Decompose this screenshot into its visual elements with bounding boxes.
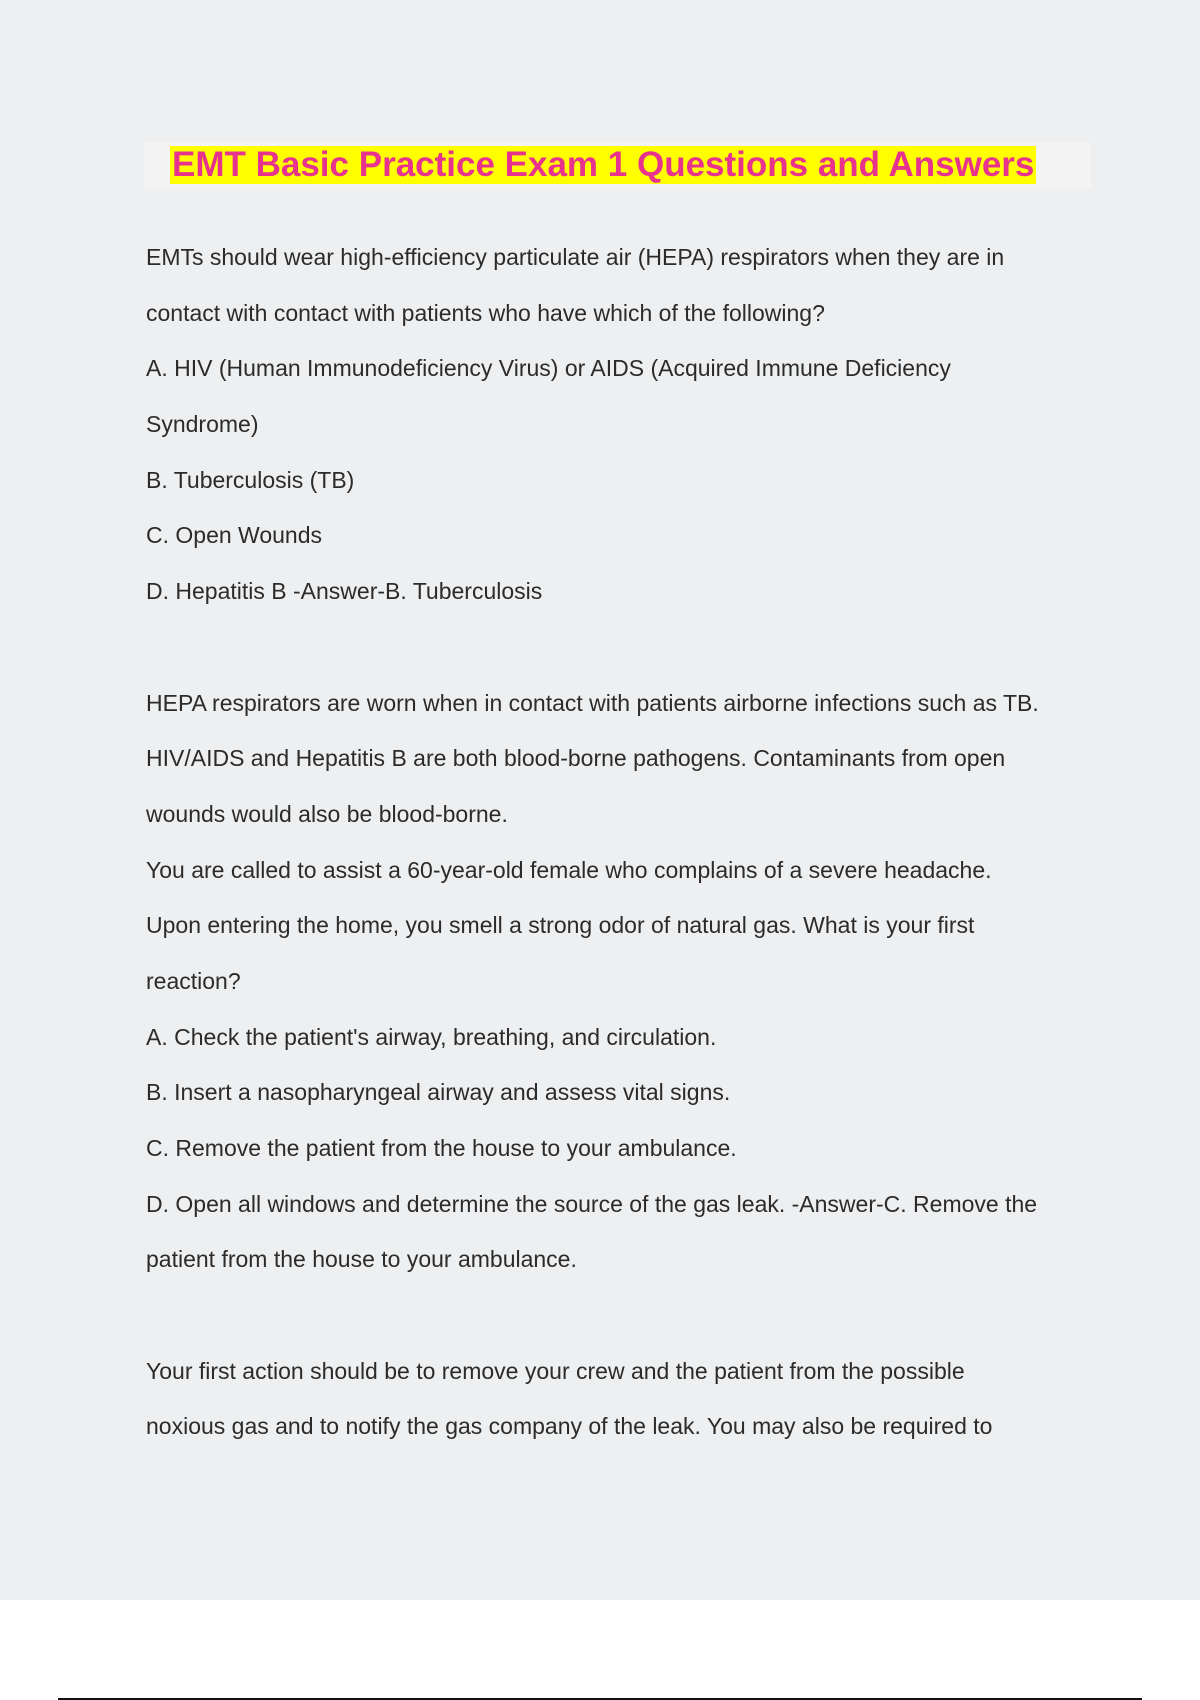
text-line: HEPA respirators are worn when in contact with patients airborne infections such as TB.: [146, 689, 1039, 716]
text-line: D. Hepatitis B -Answer-B. Tuberculosis: [146, 578, 543, 605]
text-line: Syndrome): [146, 411, 259, 438]
text-line: contact with contact with patients who have which of the following?: [146, 299, 825, 326]
text-line: reaction?: [146, 967, 241, 994]
text-line: Upon entering the home, you smell a strong odor of natural gas. What is your first: [146, 912, 975, 939]
document-body: [146, 236, 1106, 1461]
text-line: A. Check the patient's airway, breathing, and circulation.: [146, 1023, 717, 1050]
title-block: [144, 142, 1091, 188]
text-line: EMTs should wear high-efficiency particulate air (HEPA) respirators when they are in: [146, 244, 1005, 270]
text-line: C. Open Wounds: [146, 522, 323, 549]
text-line: B. Tuberculosis (TB): [146, 466, 355, 493]
text-line: You are called to assist a 60-year-old female who complains of a severe headache.: [146, 856, 992, 883]
document-title: EMT Basic Practice Exam 1 Questions and Answers: [172, 145, 1035, 184]
text-line: B. Insert a nasopharyngeal airway and assess vital signs.: [146, 1079, 731, 1106]
text-line: patient from the house to your ambulance.: [146, 1246, 577, 1273]
blank-line: [146, 626, 1106, 682]
text-line: wounds would also be blood-borne.: [146, 800, 508, 827]
text-line: Your first action should be to remove your crew and the patient from the possible: [146, 1357, 965, 1384]
blank-line: [146, 1294, 1106, 1350]
text-line: A. HIV (Human Immunodeficiency Virus) or AIDS (Acquired Immune Deficiency: [146, 355, 951, 382]
text-line: noxious gas and to notify the gas company of the leak. You may also be required to: [146, 1413, 993, 1440]
text-line: HIV/AIDS and Hepatitis B are both blood-borne pathogens. Contaminants from open: [146, 745, 1006, 772]
text-line: D. Open all windows and determine the source of the gas leak. -Answer-C. Remove the: [146, 1190, 1038, 1217]
text-line: C. Remove the patient from the house to your ambulance.: [146, 1135, 737, 1161]
